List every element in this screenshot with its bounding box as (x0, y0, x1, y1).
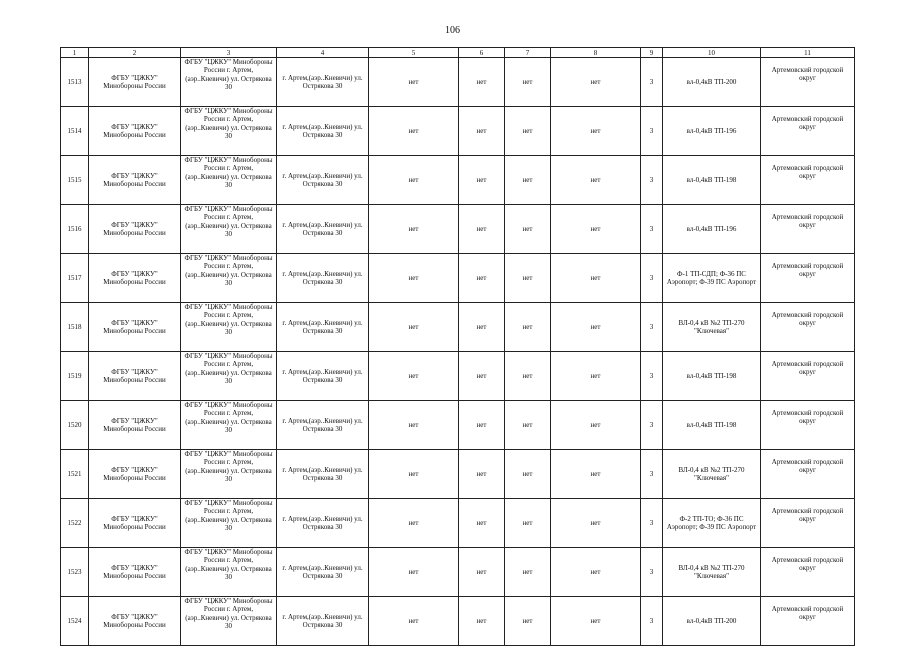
value-cell: нет (505, 58, 551, 107)
value-cell: нет (505, 156, 551, 205)
value-cell: нет (459, 352, 505, 401)
power-line-cell: Ф-1 ТП-СДП; Ф-36 ПС Аэропорт; Ф-39 ПС Аэропорт (663, 254, 761, 303)
owner-cell: ФГБУ "ЦЖКУ" Минобороны России (89, 303, 181, 352)
value-cell: нет (505, 401, 551, 450)
table-row (61, 548, 855, 597)
table-row (61, 254, 855, 303)
value-cell: нет (551, 303, 641, 352)
value-cell: нет (459, 254, 505, 303)
district-cell: Артемовский городской округ (761, 352, 855, 401)
owner-address-cell: ФГБУ "ЦЖКУ" Минобороны России г. Артем,(аэр..Кневичи) ул. Острякова 30 (181, 254, 277, 303)
district-cell: Артемовский городской округ (761, 303, 855, 352)
location-cell: г. Артем,(аэр..Кневичи) ул. Острякова 30 (277, 352, 369, 401)
category-cell: 3 (641, 548, 663, 597)
value-cell: нет (459, 107, 505, 156)
row-number-cell: 1520 (61, 401, 89, 450)
table-row (61, 303, 855, 352)
power-line-cell: вл-0,4кВ ТП-200 (663, 58, 761, 107)
category-cell: 3 (641, 352, 663, 401)
category-cell: 3 (641, 58, 663, 107)
value-cell: нет (369, 107, 459, 156)
owner-cell: ФГБУ "ЦЖКУ" Минобороны России (89, 107, 181, 156)
owner-cell: ФГБУ "ЦЖКУ" Минобороны России (89, 205, 181, 254)
registry-table (60, 47, 855, 646)
power-line-cell: вл-0,4кВ ТП-196 (663, 107, 761, 156)
value-cell: нет (369, 156, 459, 205)
value-cell: нет (505, 450, 551, 499)
power-line-cell: вл-0,4кВ ТП-196 (663, 205, 761, 254)
row-number-cell: 1523 (61, 548, 89, 597)
value-cell: нет (459, 303, 505, 352)
column-number-row (61, 48, 855, 58)
location-cell: г. Артем,(аэр..Кневичи) ул. Острякова 30 (277, 58, 369, 107)
value-cell: нет (551, 401, 641, 450)
value-cell: нет (459, 597, 505, 646)
value-cell: нет (369, 548, 459, 597)
row-number-cell: 1521 (61, 450, 89, 499)
location-cell: г. Артем,(аэр..Кневичи) ул. Острякова 30 (277, 401, 369, 450)
row-number-cell: 1522 (61, 499, 89, 548)
value-cell: нет (551, 450, 641, 499)
column-header: 9 (641, 48, 663, 58)
power-line-cell: ВЛ-0,4 кВ №2 ТП-270 "Ключевая" (663, 548, 761, 597)
value-cell: нет (505, 303, 551, 352)
owner-cell: ФГБУ "ЦЖКУ" Минобороны России (89, 548, 181, 597)
district-cell: Артемовский городской округ (761, 156, 855, 205)
power-line-cell: ВЛ-0,4 кВ №2 ТП-270 "Ключевая" (663, 450, 761, 499)
category-cell: 3 (641, 499, 663, 548)
column-header: 4 (277, 48, 369, 58)
category-cell: 3 (641, 597, 663, 646)
table-row (61, 107, 855, 156)
value-cell: нет (551, 548, 641, 597)
district-cell: Артемовский городской округ (761, 254, 855, 303)
value-cell: нет (551, 597, 641, 646)
column-header: 6 (459, 48, 505, 58)
row-number-cell: 1515 (61, 156, 89, 205)
category-cell: 3 (641, 254, 663, 303)
owner-address-cell: ФГБУ "ЦЖКУ" Минобороны России г. Артем,(аэр..Кневичи) ул. Острякова 30 (181, 352, 277, 401)
value-cell: нет (369, 401, 459, 450)
category-cell: 3 (641, 205, 663, 254)
table-row (61, 450, 855, 499)
row-number-cell: 1513 (61, 58, 89, 107)
power-line-cell: вл-0,4кВ ТП-198 (663, 401, 761, 450)
district-cell: Артемовский городской округ (761, 205, 855, 254)
table-row (61, 499, 855, 548)
row-number-cell: 1524 (61, 597, 89, 646)
power-line-cell: Ф-2 ТП-ТО; Ф-36 ПС Аэропорт; Ф-39 ПС Аэропорт (663, 499, 761, 548)
location-cell: г. Артем,(аэр..Кневичи) ул. Острякова 30 (277, 107, 369, 156)
value-cell: нет (369, 303, 459, 352)
value-cell: нет (459, 58, 505, 107)
owner-cell: ФГБУ "ЦЖКУ" Минобороны России (89, 401, 181, 450)
value-cell: нет (505, 107, 551, 156)
location-cell: г. Артем,(аэр..Кневичи) ул. Острякова 30 (277, 303, 369, 352)
district-cell: Артемовский городской округ (761, 58, 855, 107)
location-cell: г. Артем,(аэр..Кневичи) ул. Острякова 30 (277, 450, 369, 499)
owner-cell: ФГБУ "ЦЖКУ" Минобороны России (89, 597, 181, 646)
table-row (61, 352, 855, 401)
owner-cell: ФГБУ "ЦЖКУ" Минобороны России (89, 156, 181, 205)
value-cell: нет (369, 352, 459, 401)
column-header: 5 (369, 48, 459, 58)
location-cell: г. Артем,(аэр..Кневичи) ул. Острякова 30 (277, 548, 369, 597)
column-header: 7 (505, 48, 551, 58)
row-number-cell: 1514 (61, 107, 89, 156)
owner-address-cell: ФГБУ "ЦЖКУ" Минобороны России г. Артем,(аэр..Кневичи) ул. Острякова 30 (181, 156, 277, 205)
owner-address-cell: ФГБУ "ЦЖКУ" Минобороны России г. Артем,(аэр..Кневичи) ул. Острякова 30 (181, 205, 277, 254)
owner-address-cell: ФГБУ "ЦЖКУ" Минобороны России г. Артем,(аэр..Кневичи) ул. Острякова 30 (181, 107, 277, 156)
category-cell: 3 (641, 156, 663, 205)
value-cell: нет (369, 597, 459, 646)
owner-address-cell: ФГБУ "ЦЖКУ" Минобороны России г. Артем,(аэр..Кневичи) ул. Острякова 30 (181, 450, 277, 499)
row-number-cell: 1519 (61, 352, 89, 401)
value-cell: нет (369, 499, 459, 548)
location-cell: г. Артем,(аэр..Кневичи) ул. Острякова 30 (277, 254, 369, 303)
value-cell: нет (459, 450, 505, 499)
value-cell: нет (551, 107, 641, 156)
power-line-cell: вл-0,4кВ ТП-198 (663, 352, 761, 401)
value-cell: нет (369, 205, 459, 254)
owner-address-cell: ФГБУ "ЦЖКУ" Минобороны России г. Артем,(аэр..Кневичи) ул. Острякова 30 (181, 548, 277, 597)
column-header: 2 (89, 48, 181, 58)
value-cell: нет (369, 58, 459, 107)
value-cell: нет (505, 352, 551, 401)
district-cell: Артемовский городской округ (761, 450, 855, 499)
power-line-cell: ВЛ-0,4 кВ №2 ТП-270 "Ключевая" (663, 303, 761, 352)
district-cell: Артемовский городской округ (761, 401, 855, 450)
owner-cell: ФГБУ "ЦЖКУ" Минобороны России (89, 254, 181, 303)
value-cell: нет (505, 548, 551, 597)
value-cell: нет (369, 254, 459, 303)
row-number-cell: 1517 (61, 254, 89, 303)
table-row (61, 205, 855, 254)
column-header: 11 (761, 48, 855, 58)
owner-address-cell: ФГБУ "ЦЖКУ" Минобороны России г. Артем,(аэр..Кневичи) ул. Острякова 30 (181, 303, 277, 352)
location-cell: г. Артем,(аэр..Кневичи) ул. Острякова 30 (277, 499, 369, 548)
table-row (61, 597, 855, 646)
value-cell: нет (551, 499, 641, 548)
value-cell: нет (459, 499, 505, 548)
value-cell: нет (551, 254, 641, 303)
owner-address-cell: ФГБУ "ЦЖКУ" Минобороны России г. Артем,(аэр..Кневичи) ул. Острякова 30 (181, 597, 277, 646)
value-cell: нет (459, 401, 505, 450)
owner-address-cell: ФГБУ "ЦЖКУ" Минобороны России г. Артем,(аэр..Кневичи) ул. Острякова 30 (181, 401, 277, 450)
table-row (61, 58, 855, 107)
page-number: 106 (445, 25, 460, 36)
value-cell: нет (551, 58, 641, 107)
owner-address-cell: ФГБУ "ЦЖКУ" Минобороны России г. Артем,(аэр..Кневичи) ул. Острякова 30 (181, 58, 277, 107)
value-cell: нет (369, 450, 459, 499)
value-cell: нет (551, 205, 641, 254)
value-cell: нет (459, 205, 505, 254)
column-header: 10 (663, 48, 761, 58)
category-cell: 3 (641, 401, 663, 450)
table-row (61, 401, 855, 450)
value-cell: нет (505, 205, 551, 254)
column-header: 3 (181, 48, 277, 58)
power-line-cell: вл-0,4кВ ТП-200 (663, 597, 761, 646)
district-cell: Артемовский городской округ (761, 499, 855, 548)
location-cell: г. Артем,(аэр..Кневичи) ул. Острякова 30 (277, 597, 369, 646)
value-cell: нет (505, 597, 551, 646)
district-cell: Артемовский городской округ (761, 107, 855, 156)
column-header: 1 (61, 48, 89, 58)
owner-cell: ФГБУ "ЦЖКУ" Минобороны России (89, 58, 181, 107)
owner-address-cell: ФГБУ "ЦЖКУ" Минобороны России г. Артем,(аэр..Кневичи) ул. Острякова 30 (181, 499, 277, 548)
category-cell: 3 (641, 303, 663, 352)
row-number-cell: 1518 (61, 303, 89, 352)
owner-cell: ФГБУ "ЦЖКУ" Минобороны России (89, 352, 181, 401)
value-cell: нет (551, 352, 641, 401)
location-cell: г. Артем,(аэр..Кневичи) ул. Острякова 30 (277, 205, 369, 254)
district-cell: Артемовский городской округ (761, 597, 855, 646)
district-cell: Артемовский городской округ (761, 548, 855, 597)
column-header: 8 (551, 48, 641, 58)
value-cell: нет (551, 156, 641, 205)
category-cell: 3 (641, 450, 663, 499)
power-line-cell: вл-0,4кВ ТП-198 (663, 156, 761, 205)
value-cell: нет (459, 548, 505, 597)
value-cell: нет (505, 499, 551, 548)
value-cell: нет (459, 156, 505, 205)
owner-cell: ФГБУ "ЦЖКУ" Минобороны России (89, 450, 181, 499)
location-cell: г. Артем,(аэр..Кневичи) ул. Острякова 30 (277, 156, 369, 205)
row-number-cell: 1516 (61, 205, 89, 254)
value-cell: нет (505, 254, 551, 303)
owner-cell: ФГБУ "ЦЖКУ" Минобороны России (89, 499, 181, 548)
category-cell: 3 (641, 107, 663, 156)
table-row (61, 156, 855, 205)
